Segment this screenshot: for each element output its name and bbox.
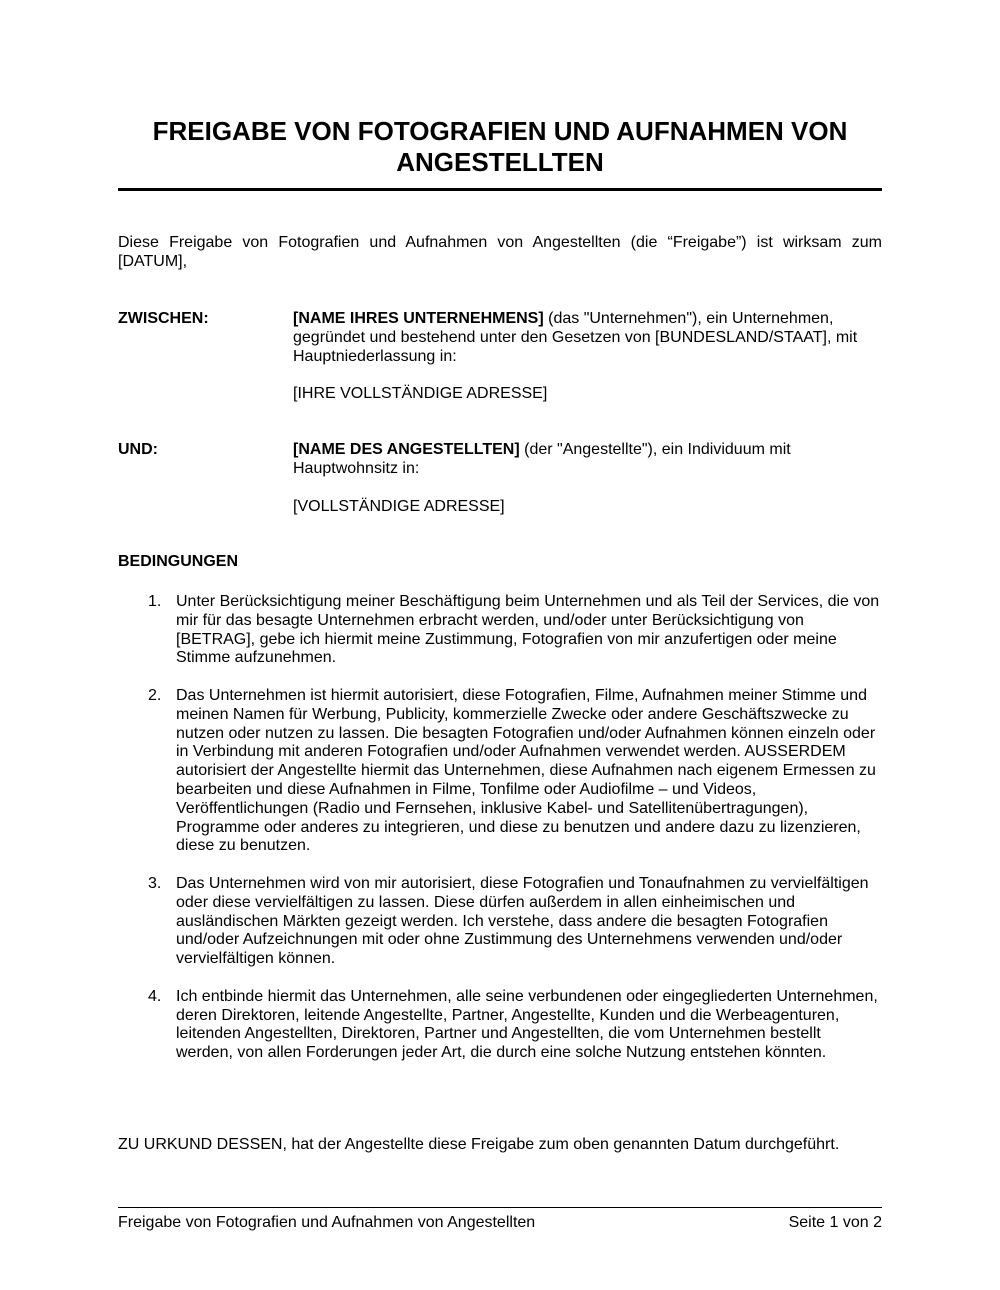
employee-description-text: (der "Angestellte"), ein Individuum mit Hauptwohnsitz in: <box>293 441 791 477</box>
party-employee-description <box>293 441 882 479</box>
footer-divider <box>118 1207 882 1208</box>
party-company-block <box>293 310 882 404</box>
intro-paragraph: Diese Freigabe von Fotografien und Aufnahmen von Angestellten (die “Freigabe”) ist wirksam zum [DATUM], <box>118 234 882 270</box>
footer-page-indicator: Seite 1 von 2 <box>788 1214 882 1231</box>
company-description-text: (das "Unternehmen"), ein Unternehmen, gegründet und bestehend unter den Gesetzen von [BUNDESLAND/STAAT], mit Hauptniederlassung in: <box>293 310 858 365</box>
party-company-description <box>293 310 882 366</box>
condition-number: 2. <box>148 686 162 704</box>
condition-text: Das Unternehmen wird von mir autorisiert, diese Fotografien und Tonaufnahmen zu vervielfältigen oder diese vervielfältigen zu lassen. Diese dürfen außerdem in allen einheimischen und ausländischen Märkten gezeigt werden. Ich verstehe, dass andere die besagten Fotografien und/oder Aufzeichnungen mit oder ohne Zustimmung des Unternehmens verwenden und/oder vervielfältigen können. <box>176 874 869 968</box>
document-title: FREIGABE VON FOTOGRAFIEN UND AUFNAHMEN VON ANGESTELLTEN <box>152 116 848 177</box>
employee-name-placeholder: [NAME DES ANGESTELLTEN] <box>293 441 520 458</box>
condition-item <box>118 687 882 856</box>
condition-number: 4. <box>148 987 162 1005</box>
party-label-and: UND: <box>118 441 158 458</box>
footer-document-name: Freigabe von Fotografien und Aufnahmen von Angestellten <box>118 1214 536 1231</box>
closing-statement: ZU URKUND DESSEN, hat der Angestellte diese Freigabe zum oben genannten Datum durchgeführt. <box>118 1136 840 1153</box>
party-employee-block <box>293 441 882 516</box>
condition-text: Ich entbinde hiermit das Unternehmen, alle seine verbundenen oder eingegliederten Unternehmen, deren Direktoren, leitende Angestellte, Partner, Angestellte, Kunden und die Werbeagenturen, leitenden Angestellten, Direktoren, Partner und Angestellten, die vom Unternehmen bestellt werden, von allen Forderungen jeder Art, die durch eine solche Nutzung entstehen könnten. <box>176 987 878 1062</box>
condition-item <box>118 988 882 1063</box>
condition-text: Unter Berücksichtigung meiner Beschäftigung beim Unternehmen und als Teil der Services, die von mir für das besagte Unternehmen erbracht werden, und/oder unter Berücksichtigung von [BETRAG], gebe ich hiermit meine Zustimmung, Fotografien von mir anzufertigen oder meine Stimme aufzunehmen. <box>176 593 880 667</box>
condition-number: 3. <box>148 874 162 892</box>
employee-address-placeholder: [VOLLSTÄNDIGE ADRESSE] <box>293 497 505 515</box>
conditions-heading: BEDINGUNGEN <box>118 553 239 570</box>
company-name-placeholder: [NAME IHRES UNTERNEHMENS] <box>293 310 544 327</box>
title-divider <box>118 188 882 191</box>
condition-item <box>118 875 882 969</box>
company-address-placeholder: [IHRE VOLLSTÄNDIGE ADRESSE] <box>293 385 548 403</box>
condition-item <box>118 593 882 668</box>
condition-number: 1. <box>148 593 162 610</box>
condition-text: Das Unternehmen ist hiermit autorisiert, diese Fotografien, Filme, Aufnahmen meiner Stimme und meinen Namen für Werbung, Publicity, kommerzielle Zwecke oder andere Geschäftszwecke zu nutzen oder nutzen zu lassen. Die besagten Fotografien und/oder Aufnahmen können einzeln oder in Verbindung mit anderen Fotografien und/oder Aufnahmen verwendet werden. AUSSERDEM autorisiert der Angestellte hiermit das Unternehmen, diese Aufnahmen nach eigenem Ermessen zu bearbeiten und diese Aufnahmen in Filme, Tonfilme oder Audiofilme – und Videos, Veröffentlichungen (Radio und Fernsehen, inklusive Kabel- und Satellitenübertragungen), Programme oder anderes zu integrieren, und diese zu benutzen und andere dazu zu lizenzieren, diese zu benutzen. <box>176 686 876 855</box>
party-label-between: ZWISCHEN: <box>118 310 209 327</box>
conditions-list <box>118 593 882 1063</box>
